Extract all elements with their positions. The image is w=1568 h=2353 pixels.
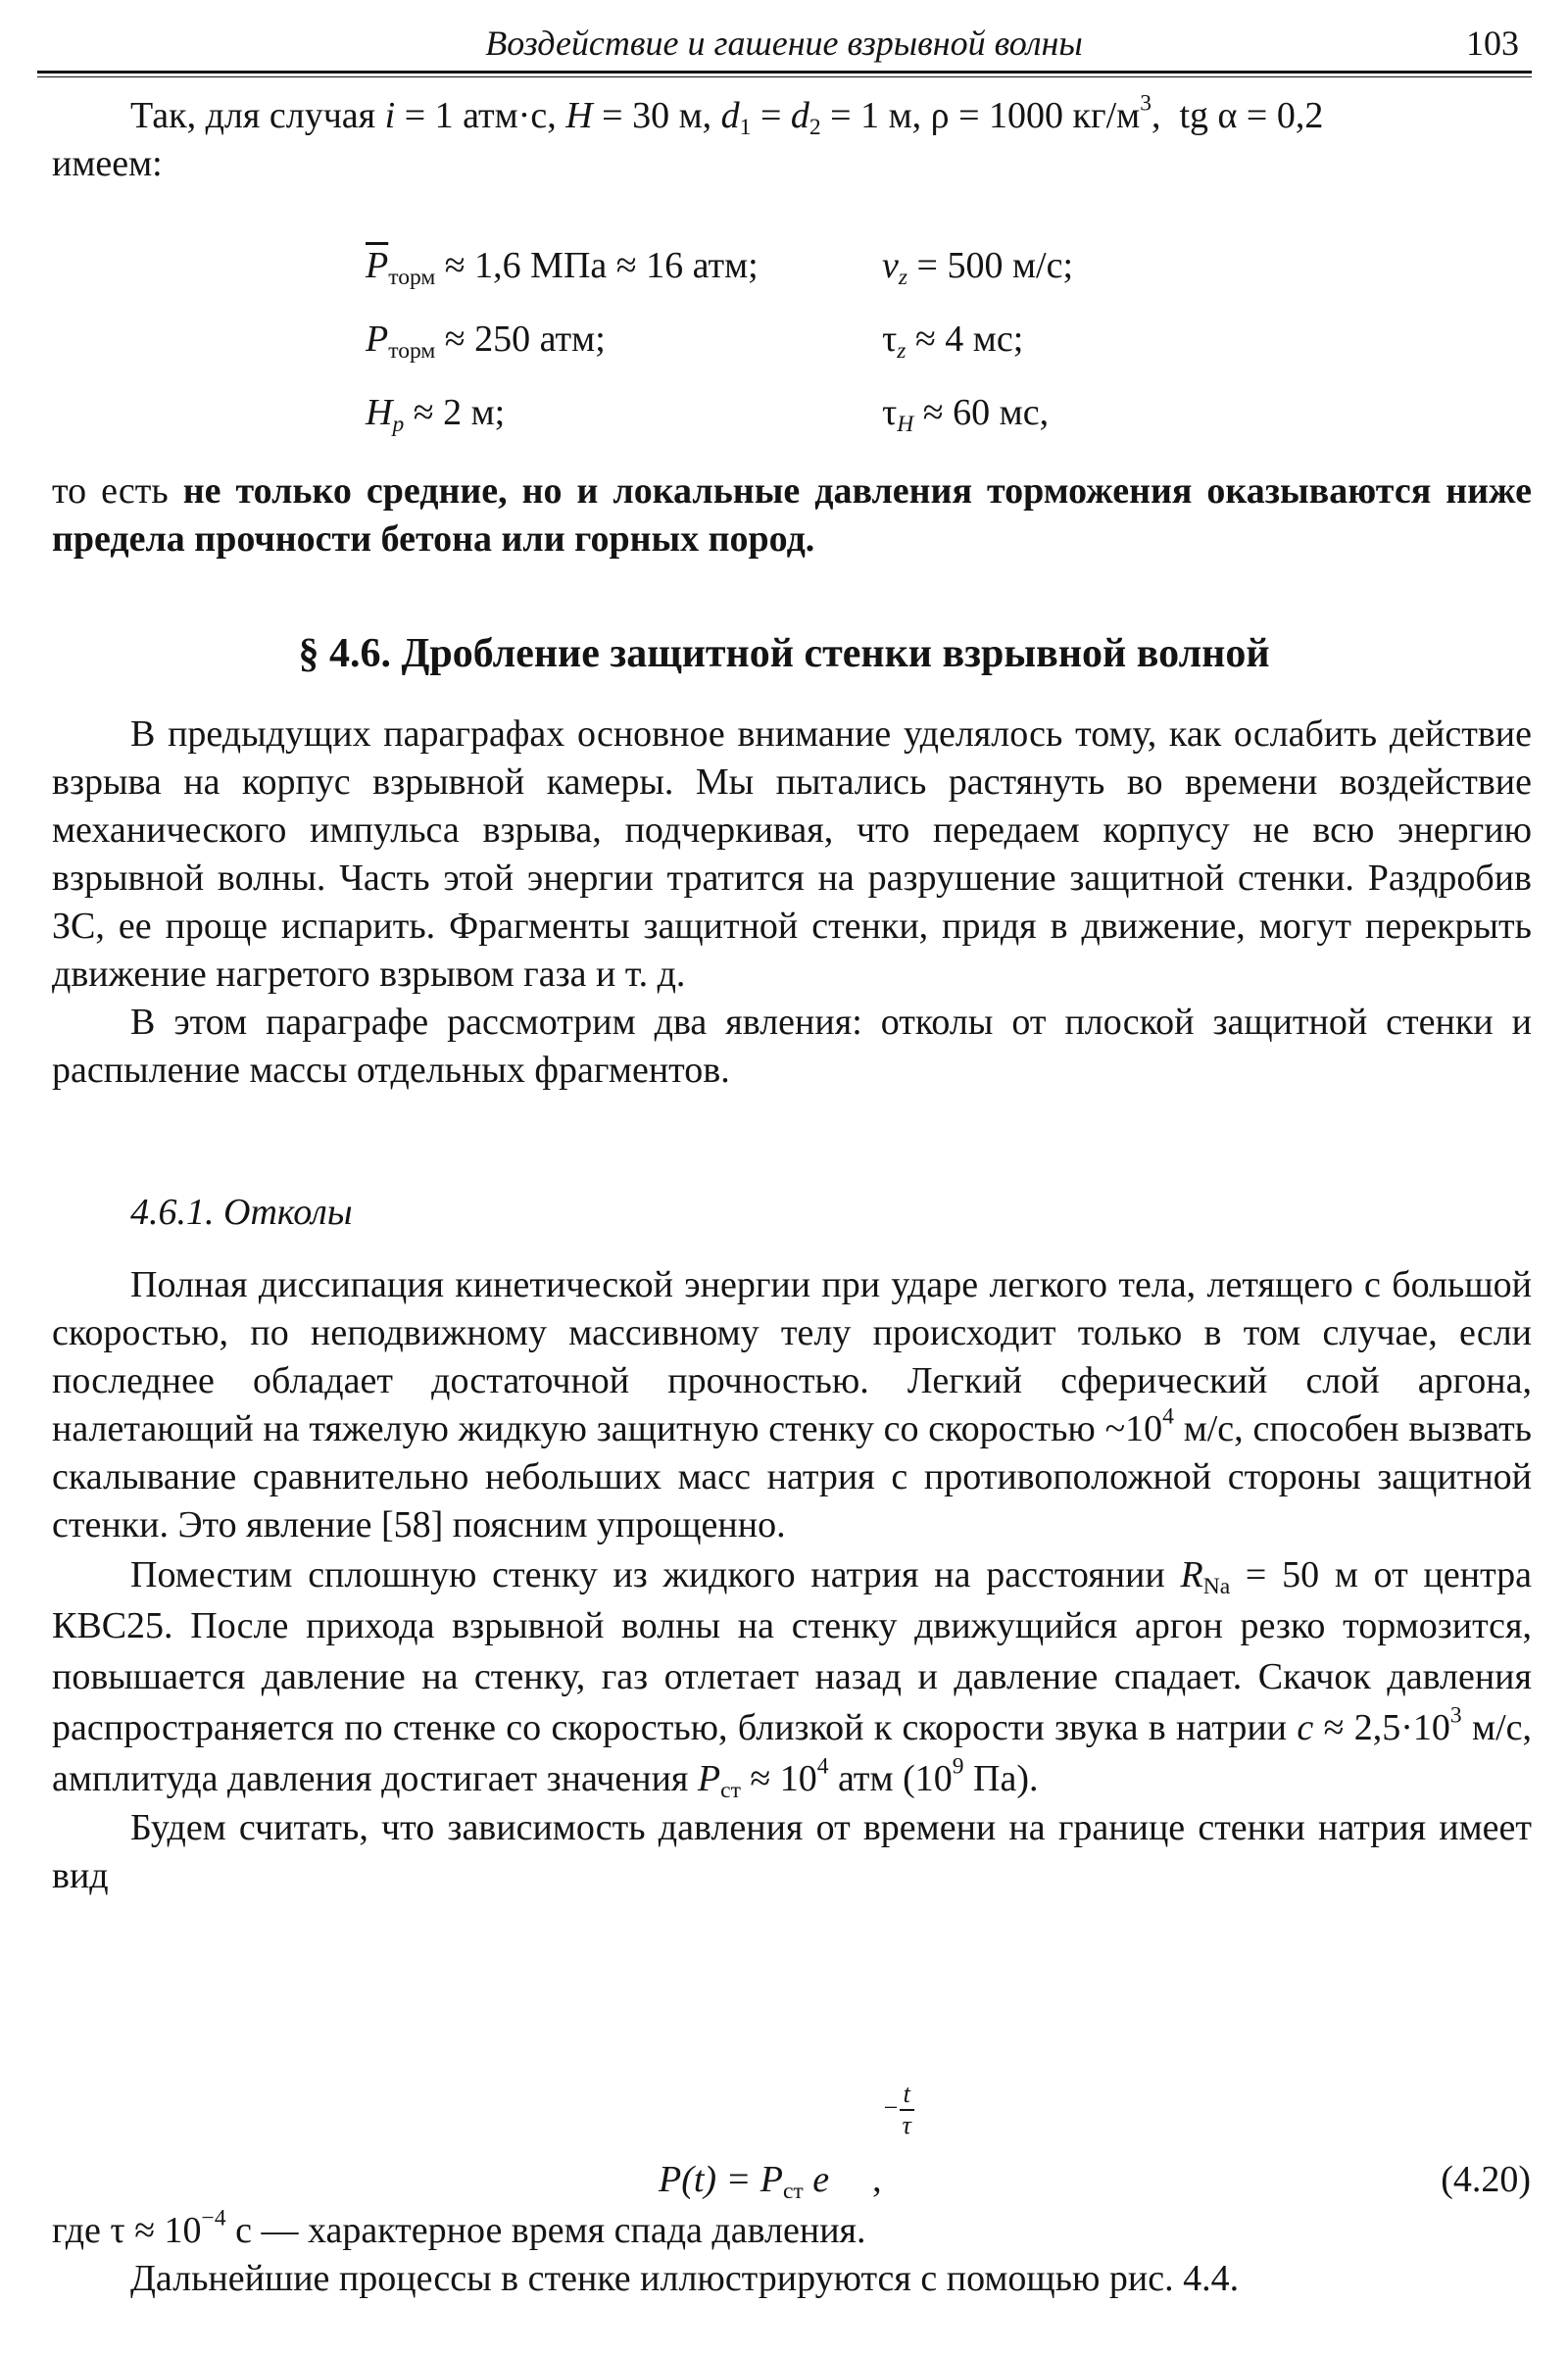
intro-paragraph	[52, 92, 1532, 188]
equation-exponent: − $\frac{t}{\tau}$	[882, 2080, 914, 2140]
header-rule	[37, 71, 1532, 74]
conclusion-bold: не только средние, но и локальные давления торможения оказываются ниже предела прочности бетона или горных пород.	[52, 470, 1532, 560]
subsection-body	[52, 1261, 1532, 1900]
equation-4-20: $P(t) = P_{ст}$ e ,	[659, 2159, 882, 2205]
page-number: 103	[1466, 24, 1519, 63]
equation-number: (4.20)	[1441, 2159, 1531, 2200]
section-paragraph-1: В предыдущих параграфах основное внимание уделялось тому, как ослабить действие взрыва на корпус взрывной камеры. Мы пытались растянуть во времени воздействие механического импульса взрыва, подчеркивая, что передаем корпусу не всю энергию взрывной волны. Часть этой энергии тратится на разрушение защитной стенки. Раздробив ЗС, ее проще испарить. Фрагменты защитной стенки, придя в движение, могут перекрыть движение нагретого взрывом газа и т. д.	[52, 713, 1532, 995]
subsection-paragraph-2: Поместим сплошную стенку из жидкого натрия на расстоянии $R_{Na} = 50$ м от центра КВС25. После прихода взрывной волны на стенку движущийся аргон резко тормозится, повышается давление на стенку, газ отлетает назад и давление спадает. Скачок давления распространяется по стенке со скоростью, близкой к скорости звука в натрии $c \approx 2,5\cdot 10^3$ м/с, амплитуда давления достигает значения $P_{ст} \approx 10^4$ атм ($10^9$ Па).	[52, 1554, 1533, 1804]
result-p-torm-avg: $\overline{P}_{торм} \approx 1,6$ МПа ≈ 16 атм;	[366, 245, 759, 291]
subsection-tail	[52, 2207, 1532, 2303]
intro-line-2: имеем:	[52, 143, 163, 184]
running-title: Воздействие и гашение взрывной волны	[485, 24, 1083, 63]
section-paragraph-2: В этом параграфе рассмотрим два явления: отколы от плоской защитной стенки и распыление массы отдельных фрагментов.	[52, 1002, 1532, 1091]
conclusion-paragraph: то есть не только средние, но и локальные давления торможения оказываются ниже предела прочности бетона или горных пород.	[52, 470, 1532, 560]
subsection-paragraph-5: Дальнейшие процессы в стенке иллюстрируются с помощью рис. 4.4.	[130, 2258, 1240, 2299]
intro-line: Так, для случая i = 1 атм·с, H = 30 м, $d_1 = d_2 = 1$ м, ρ = 1000 $кг/м^3$, tg α = 0,2	[130, 90, 1324, 141]
result-v-z: $v_z = 500$ м/с;	[882, 245, 1074, 291]
result-tau-z: $\tau_z \approx 4$ мс;	[882, 319, 1024, 365]
result-tau-h: $\tau_H \approx 60$ мс,	[882, 392, 1050, 438]
intro-values: i = 1 атм·с, H = 30 м, $d_1 = d_2 = 1$ м, ρ = 1000 $кг/м^3$, tg α = 0,2	[384, 90, 1324, 141]
result-h-p: $H_p \approx 2$ м;	[366, 392, 506, 438]
subsection-paragraph-1: Полная диссипация кинетической энергии при ударе легкого тела, летящего с большой скоростью, по неподвижному массивному телу происходит только в том случае, если последнее обладает достаточной прочностью. Легкий сферический слой аргона, налетающий на тяжелую жидкую защитную стенку со скоростью $\sim 10^4$ м/с, способен вызвать скалывание сравнительно небольших масс натрия с противоположной стороны защитной стенки. Это явление [58] поясним упрощенно.	[52, 1264, 1533, 1545]
result-p-torm: $P_{торм} \approx 250$ атм;	[366, 319, 606, 365]
header-rule-thin	[37, 76, 1532, 77]
section-title: § 4.6. Дробление защитной стенки взрывной волной	[298, 631, 1270, 676]
section-body	[52, 711, 1532, 1095]
subsection-title: 4.6.1. Отколы	[130, 1192, 353, 1233]
subsection-paragraph-4: где $\tau \approx 10^{-4}$ с — характерное время спада давления.	[52, 2205, 866, 2251]
subsection-paragraph-3: Будем считать, что зависимость давления от времени на границе стенки натрия имеет вид	[52, 1807, 1532, 1896]
